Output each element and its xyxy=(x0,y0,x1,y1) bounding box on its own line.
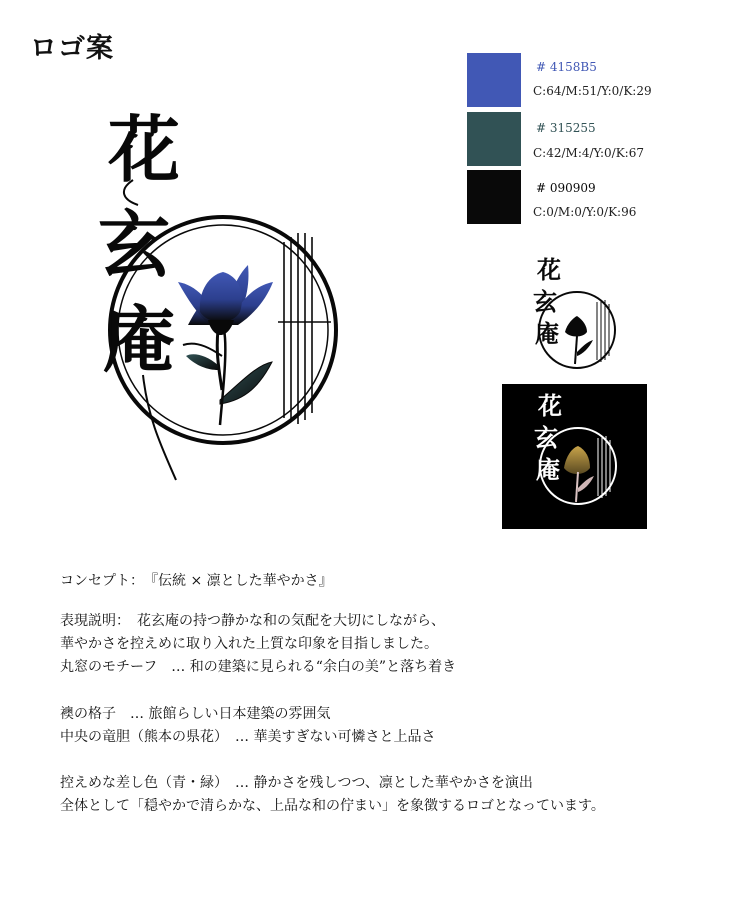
expression-line-1: 表現説明： 花玄庵の持つ静かな和の気配を大切にしながら、 xyxy=(60,613,445,629)
main-logo xyxy=(88,100,348,490)
page-title: ロゴ案 xyxy=(30,33,114,64)
small-logo-char-2: 玄 xyxy=(533,287,557,316)
color-swatch-green xyxy=(467,112,521,166)
lattice-icon xyxy=(278,233,331,424)
small-logo-light xyxy=(525,252,625,372)
cmyk-label-blue: C:64/M:51/Y:0/K:29 xyxy=(533,84,652,98)
small-logo-dark-box xyxy=(502,384,647,529)
small-logo-char-3: 庵 xyxy=(535,319,559,348)
logo-char-2: 玄 xyxy=(98,202,171,287)
flower-icon xyxy=(178,265,273,425)
hex-label-green: # 315255 xyxy=(536,121,596,135)
summary-text: 全体として「穏やかで清らかな、上品な和の佇まい」を象徴するロゴとなっています。 xyxy=(60,798,605,814)
hex-label-blue: # 4158B5 xyxy=(536,60,597,74)
logo-char-1: 花 xyxy=(108,107,181,192)
dark-logo-char-3: 庵 xyxy=(536,455,560,484)
expression-line-2: 華やかさを控えめに取り入れた上質な印象を目指しました。 xyxy=(60,636,438,652)
hex-label-black: # 090909 xyxy=(536,181,596,195)
lattice-text: 襖の格子 … 旅館らしい日本建築の雰囲気 xyxy=(60,706,331,722)
accent-text: 控えめな差し色（青・緑） … 静かさを残しつつ、凛とした華やかさを演出 xyxy=(60,775,533,791)
cmyk-label-green: C:42/M:4/Y:0/K:67 xyxy=(533,146,644,160)
flower-text: 中央の竜胆（熊本の県花） … 華美すぎない可憐さと上品さ xyxy=(60,729,436,745)
dark-logo-char-2: 玄 xyxy=(534,423,558,452)
color-swatch-black xyxy=(467,170,521,224)
color-swatch-blue xyxy=(467,53,521,107)
small-logo-char-1: 花 xyxy=(537,255,561,284)
logo-name xyxy=(98,107,180,480)
logo-char-3: 庵 xyxy=(103,297,176,382)
expression-line-3: 丸窓のモチーフ … 和の建築に見られる“余白の美”と落ち着き xyxy=(60,659,457,675)
small-logo-dark xyxy=(502,384,647,529)
cmyk-label-black: C:0/M:0/Y:0/K:96 xyxy=(533,205,637,219)
concept-text: コンセプト： 『伝統 × 凛とした華やかさ』 xyxy=(60,573,333,589)
dark-logo-char-1: 花 xyxy=(538,391,562,420)
